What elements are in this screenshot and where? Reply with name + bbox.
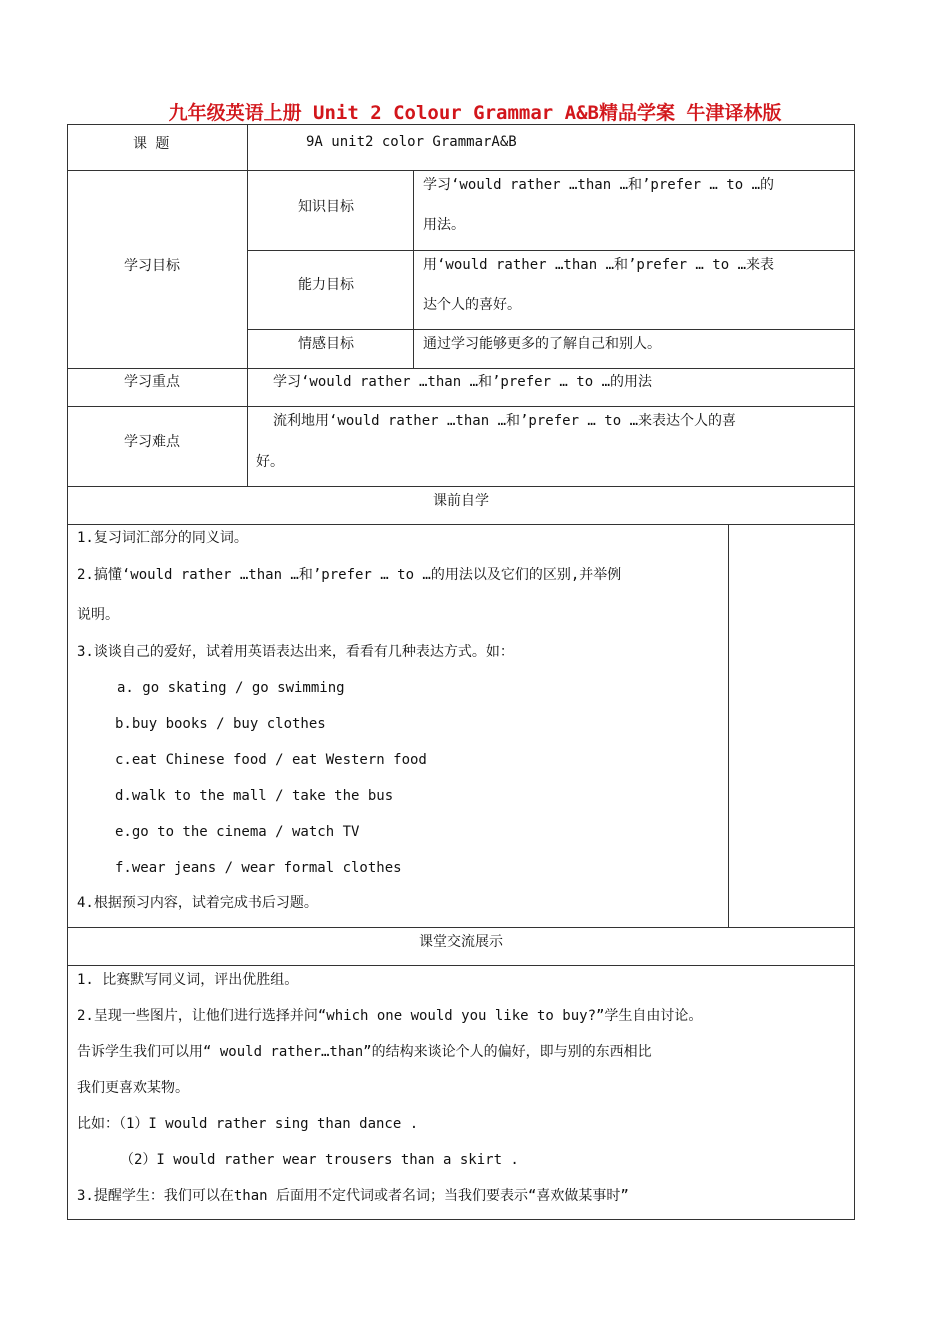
preview-item: e.go to the cinema / watch TV — [115, 824, 360, 840]
classroom-item: （2）I would rather wear trousers than a skirt . — [120, 1152, 519, 1168]
knowledge-goal-line2: 用法。 — [423, 217, 465, 233]
preview-item: 4.根据预习内容，试着完成书后习题。 — [77, 895, 318, 911]
preview-item: 说明。 — [77, 607, 119, 623]
knowledge-goal-label: 知识目标 — [298, 199, 354, 215]
classroom-item: 1. 比赛默写同义词，评出优胜组。 — [77, 972, 299, 988]
preview-item: 1.复习词汇部分的同义词。 — [77, 530, 248, 546]
difficulty-label: 学习难点 — [124, 434, 180, 450]
topic-value: 9A unit2 color GrammarA&B — [306, 134, 517, 150]
difficulty-line1: 流利地用‘would rather …than …和’prefer … to …来表达个人的喜 — [273, 413, 737, 429]
ability-goal-line2: 达个人的喜好。 — [423, 297, 521, 313]
emotion-goal-label: 情感目标 — [298, 336, 354, 352]
preview-item: f.wear jeans / wear formal clothes — [115, 860, 402, 876]
focus-text: 学习‘would rather …than …和’prefer … to …的用法 — [273, 374, 653, 390]
topic-label: 课 题 — [133, 136, 170, 152]
preview-item: a. go skating / go swimming — [117, 680, 345, 696]
ability-goal-line1: 用‘would rather …than …和’prefer … to …来表 — [423, 257, 775, 273]
preview-item: 2.搞懂‘would rather …than …和’prefer … to …的用法以及它们的区别,并举例 — [77, 567, 622, 583]
preview-item: b.buy books / buy clothes — [115, 716, 326, 732]
classroom-header: 课堂交流展示 — [419, 934, 503, 950]
preview-item: 3.谈谈自己的爱好，试着用英语表达出来，看看有几种表达方式。如： — [77, 644, 514, 660]
preview-item: d.walk to the mall / take the bus — [115, 788, 394, 804]
document-title: 九年级英语上册 Unit 2 Colour Grammar A&B精品学案 牛津译林版 — [168, 102, 782, 124]
classroom-item: 告诉学生我们可以用“ would rather…than”的结构来谈论个人的偏好，即与别的东西相比 — [77, 1044, 652, 1060]
difficulty-line2: 好。 — [256, 454, 284, 470]
classroom-item: 比如：（1）I would rather sing than dance . — [77, 1116, 419, 1132]
knowledge-goal-line1: 学习‘would rather …than …和’prefer … to …的 — [423, 177, 775, 193]
preview-item: c.eat Chinese food / eat Western food — [115, 752, 427, 768]
emotion-goal-text: 通过学习能够更多的了解自己和别人。 — [423, 336, 661, 352]
focus-label: 学习重点 — [124, 374, 180, 390]
classroom-item: 2.呈现一些图片，让他们进行选择并问“which one would you like to buy?”学生自由讨论。 — [77, 1008, 703, 1024]
goals-label: 学习目标 — [124, 258, 180, 274]
ability-goal-label: 能力目标 — [298, 277, 354, 293]
classroom-item: 我们更喜欢某物。 — [77, 1080, 189, 1096]
classroom-item: 3.提醒学生：我们可以在than 后面用不定代词或者名词；当我们要表示“喜欢做某事时” — [77, 1188, 629, 1204]
preview-header: 课前自学 — [433, 493, 489, 509]
